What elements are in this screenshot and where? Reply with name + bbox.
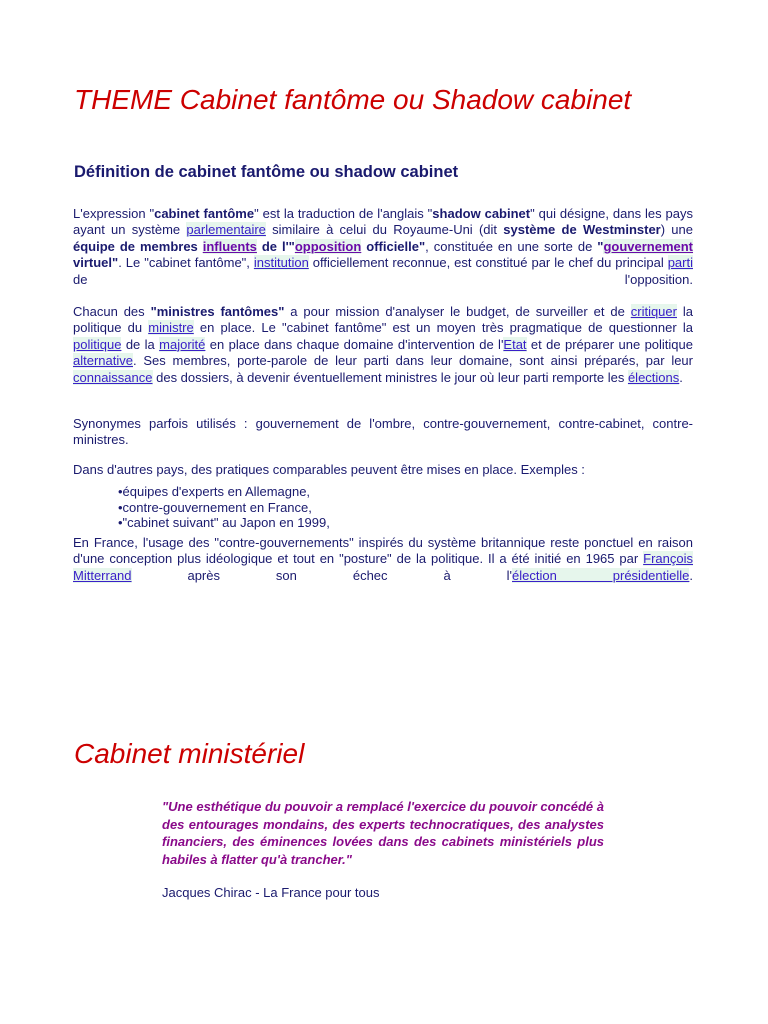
paragraph-ministres: Chacun des "ministres fantômes" a pour mission d'analyser le budget, de surveiller et de critiquer la politique du ministre en place. Le "cabinet fantôme" est un moyen très pragmatique de questionner la politique de la majorité en place dans chaque domaine d'intervention de l'Etat et de préparer une politique alternative. Ses membres, porte-parole de leur parti dans leur domaine, sont ainsi préparés, par leur connaissance des dossiers, à devenir éventuellement ministres le jour où leur parti remporte les élections. <box>73 304 694 385</box>
list-item: •contre-gouvernement en France, <box>118 499 312 515</box>
link-institution[interactable]: institution <box>253 255 309 271</box>
list-item: •équipes d'experts en Allemagne, <box>118 484 311 499</box>
link-francois-mitterrand[interactable]: François Mitterrand <box>73 551 693 583</box>
link-majorite[interactable]: majorité <box>159 336 206 352</box>
quote-text: "Une esthétique du pouvoir a remplacé l'exercice du pouvoir concédé à des entourages mondains, des experts technocratiques, des analystes financiers, des éminences lovées dans des cabinets ministériels plus habiles à flatter qu'à trancher." <box>162 799 604 867</box>
link-etat[interactable]: Etat <box>503 336 527 352</box>
link-election-presidentielle[interactable]: élection présidentielle <box>512 567 690 583</box>
page-title: THEME Cabinet fantôme ou Shadow cabinet <box>74 84 632 115</box>
link-parti[interactable]: parti <box>667 255 693 271</box>
section-title-cabinet-ministeriel: Cabinet ministériel <box>74 738 305 769</box>
link-ministre[interactable]: ministre <box>148 320 194 336</box>
link-influents[interactable]: influents <box>202 238 257 254</box>
link-opposition[interactable]: opposition <box>294 238 362 254</box>
link-alternative[interactable]: alternative <box>73 353 133 369</box>
paragraph-synonymes: Synonymes parfois utilisés : gouvernement de l'ombre, contre-gouvernement, contre-cabinet, contre-ministres. <box>73 416 693 448</box>
link-gouvernement[interactable]: gouvernement <box>603 238 694 254</box>
paragraph-france: En France, l'usage des "contre-gouvernements" inspirés du système britannique reste ponctuel en raison d'une conception plus idéologique et tout en "posture" de la politique. Il a été initié en 1965 par François Mitterrand après son échec à l'élection présidentielle. <box>73 535 693 583</box>
link-parlementaire[interactable]: parlementaire <box>186 222 266 238</box>
examples-list <box>118 484 330 531</box>
link-critiquer[interactable]: critiquer <box>630 304 677 319</box>
list-item: •"cabinet suivant" au Japon en 1999, <box>118 515 330 531</box>
link-elections[interactable]: élections <box>627 369 680 385</box>
paragraph-autres-pays: Dans d'autres pays, des pratiques comparables peuvent être mises en place. Exemples : <box>73 462 585 477</box>
paragraph-definition: L'expression "cabinet fantôme" est la traduction de l'anglais "shadow cabinet" qui désigne, dans les pays ayant un système parlementaire similaire à celui du Royaume-Uni (dit système de Westminster) une équipe de membres influents de l'"opposition officielle", constituée en une sorte de "gouvernement virtuel". Le "cabinet fantôme", institution officiellement reconnue, est constitué par le chef du principal parti de l'opposition. <box>73 206 694 287</box>
section-subtitle: Définition de cabinet fantôme ou shadow cabinet <box>74 163 459 181</box>
link-connaissance[interactable]: connaissance <box>73 369 153 385</box>
quote-attribution: Jacques Chirac - La France pour tous <box>162 885 380 900</box>
link-politique[interactable]: politique <box>73 336 122 352</box>
